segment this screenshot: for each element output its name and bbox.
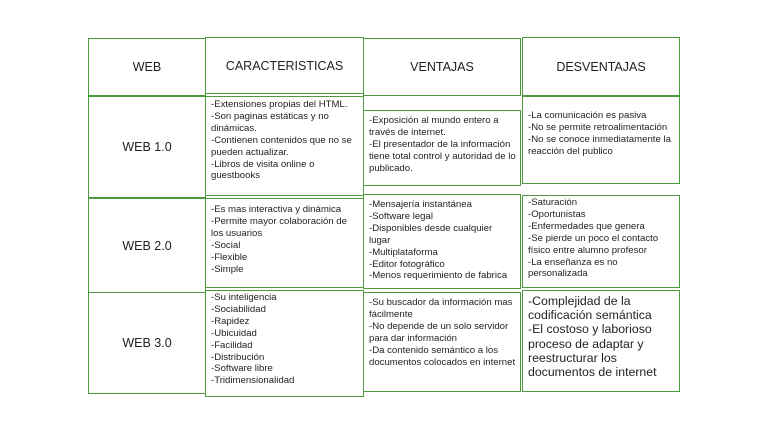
- header-web: [88, 38, 206, 96]
- header-web-label: WEB: [132, 60, 162, 74]
- web-3-desventajas: -Complejidad de la codificación semántica -El costoso y laborioso proceso de adaptar y reestructurar los documentos de internet: [522, 290, 680, 392]
- web-3-caracteristicas: -Su inteligencia -Sociabilidad -Rapidez -Ubicuidad -Facilidad -Distribución -Software libre -Tridimensionalidad: [205, 290, 364, 397]
- row-label-web-3-text: WEB 3.0: [122, 336, 172, 350]
- row-label-web-1: [88, 96, 206, 198]
- header-ventajas: [363, 38, 521, 96]
- web-2-desventajas: -Saturación -Oportunistas -Enfermedades que genera -Se pierde un poco el contacto físico entre alumno profesor -La enseñanza es no personalizada: [522, 195, 680, 288]
- row-label-web-1-text: WEB 1.0: [122, 140, 172, 154]
- web-1-desventajas: -La comunicación es pasiva -No se permite retroalimentación -No se conoce inmediatamente la reacción del publico: [522, 96, 680, 184]
- web-3-ventajas: -Su buscador da información mas fácilmente -No depende de un solo servidor para dar información -Da contenido semántico a los documentos colocados en internet: [363, 292, 521, 392]
- row-label-web-2: [88, 198, 206, 293]
- web-1-ventajas: -Exposición al mundo entero a través de internet. -El presentador de la información tiene total control y autoridad de lo publicado.: [363, 110, 521, 186]
- header-ventajas-label: VENTAJAS: [410, 60, 474, 74]
- web-1-caracteristicas: -Extensiones propias del HTML. -Son paginas estáticas y no dinámicas. -Contienen contenidos que no se pueden actualizar. -Libros de visita online o guestbooks: [205, 96, 364, 196]
- web-2-ventajas: -Mensajería instantánea -Software legal -Disponibles desde cualquier lugar -Multiplataforma -Editor fotográfico -Menos requerimiento de fabrica: [363, 194, 521, 289]
- row-label-web-3: [88, 292, 206, 394]
- row-label-web-2-text: WEB 2.0: [122, 238, 172, 253]
- header-desventajas-label: DESVENTAJAS: [556, 59, 646, 74]
- header-caracteristicas: [205, 37, 364, 94]
- web-2-caracteristicas: -Es mas interactiva y dinámica -Permite mayor colaboración de los usuarios -Social -Flexible -Simple: [205, 198, 364, 288]
- header-caracteristicas-label: CARACTERISTICAS: [225, 58, 344, 73]
- header-desventajas: [522, 37, 680, 96]
